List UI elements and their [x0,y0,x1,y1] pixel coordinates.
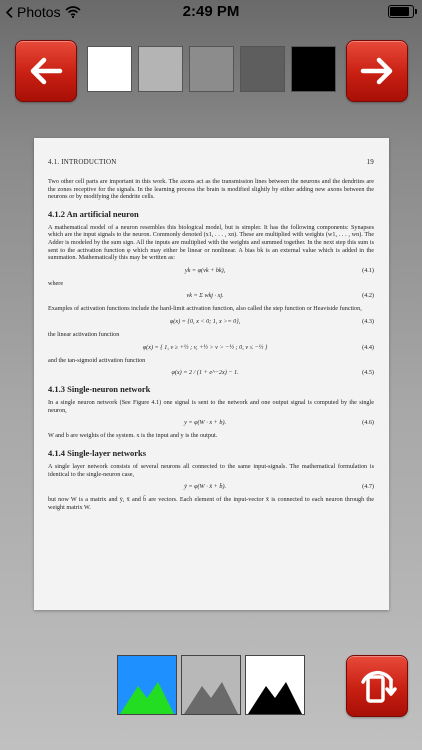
arrow-left-icon [29,57,63,85]
paragraph-9: but now W is a matrix and ȳ, x̄ and b̄ are vectors. Each element of the input-vector x̄ is connected to each neuron through the weight matrix W. [48,496,374,511]
next-button[interactable] [346,40,408,102]
equation-text: φ(x) = {0, x < 0; 1, x >= 0}, [169,317,241,325]
page-header-section: 4.1. INTRODUCTION [48,158,117,166]
document-page [48,158,374,516]
equation-4-4 [48,344,374,351]
equation-number: (4.7) [362,483,374,491]
paragraph-4: the linear activation function [48,330,120,338]
paragraph-3: Examples of activation functions include the hard-limit activation function, also called the step function or Heaviside function, [48,305,362,313]
swatch-dark-gray[interactable] [240,46,285,92]
previous-button[interactable] [15,40,77,102]
arrow-right-icon [360,57,394,85]
equation-text: y = φ(W · x + b). [184,419,227,427]
document-preview[interactable] [34,138,389,610]
equation-text: φ(x) = { 1, v ≥ +½ ; v, +½ > v > −½ ; 0, v ≤ −½ } [142,343,268,351]
swatch-black[interactable] [291,46,336,92]
equation-number: (4.6) [362,419,374,427]
equation-number: (4.4) [362,343,374,351]
rotate-button[interactable] [346,655,408,717]
equation-4-5 [48,369,374,376]
equation-text: φ(x) = 2 / (1 + e^−2x) − 1. [171,369,239,377]
paragraph-8: A single layer network consists of several neurons all connected to the same input-signals. The mathematical formulation is identical to the single-neuron case, [48,462,374,478]
equation-4-2 [48,292,374,299]
paragraph-where: where [48,279,64,287]
rotate-icon [355,664,399,708]
color-mode-button[interactable] [117,655,177,715]
equation-4-6 [48,419,374,426]
paragraph-2: A mathematical model of a neuron resembles this biological model, but is simpler. It has the following components: Synapses which are the input signals to the neuron. Commonly denoted (x1, . . . , xn). These are multiplied with weights (w1, . . . , wn). The Adder is modeled by the sum sign. All the inputs are multiplied with the weights and summed together. In the next step this sum is sent to the activation function φ which may either be linear or nonlinear. A bias bk is an external value which is added in the summation. Mathematically this may be written as: [48,223,374,262]
page-header [48,158,374,166]
equation-4-1 [48,267,374,274]
paragraph-5: and the tan-sigmoid activation function [48,356,146,364]
mountain-bw-icon [246,656,304,714]
black-white-mode-button[interactable] [245,655,305,715]
heading-single-layer-networks: 4.1.4 Single-layer networks [48,447,147,458]
back-app-label: Photos [17,4,61,20]
status-time: 2:49 PM [182,3,240,20]
mountain-color-icon [118,656,176,714]
equation-4-3 [48,318,374,325]
equation-number: (4.1) [362,266,374,274]
paragraph-6: In a single neuron network (See Figure 4.1) one signal is sent to the network and one output signal is computed by the single neuron, [48,399,374,414]
battery-icon [388,5,414,18]
status-bar [0,0,422,24]
mountain-gray-icon [182,656,240,714]
equation-text: vk = Σ wkj · xj. [186,292,224,300]
paragraph-7: W and b are weights of the system. x is the input and y is the output. [48,432,218,440]
equation-number: (4.5) [362,369,374,377]
page-number: 19 [366,158,374,166]
equation-4-7 [48,483,374,490]
swatch-gray[interactable] [189,46,234,92]
equation-number: (4.2) [362,292,374,300]
equation-text: yk = φ(vk + bk), [184,266,226,274]
swatch-light-gray[interactable] [138,46,183,92]
equation-text: ȳ = φ(W · x̄ + b̄). [184,483,227,491]
equation-number: (4.3) [362,317,374,325]
heading-artificial-neuron: 4.1.2 An artificial neuron [48,208,139,219]
swatch-white[interactable] [87,46,132,92]
paragraph-1: Two other cell parts are important in this work. The axons act as the transmission lines between the neurons and the dendrites are the zones receptive for the signals. In the learning process the brain is modified slightly by either adding new axons between the neurons or by modifying the dendrite cells. [48,178,374,201]
grayscale-mode-button[interactable] [181,655,241,715]
heading-single-neuron-network: 4.1.3 Single-neuron network [48,384,151,395]
